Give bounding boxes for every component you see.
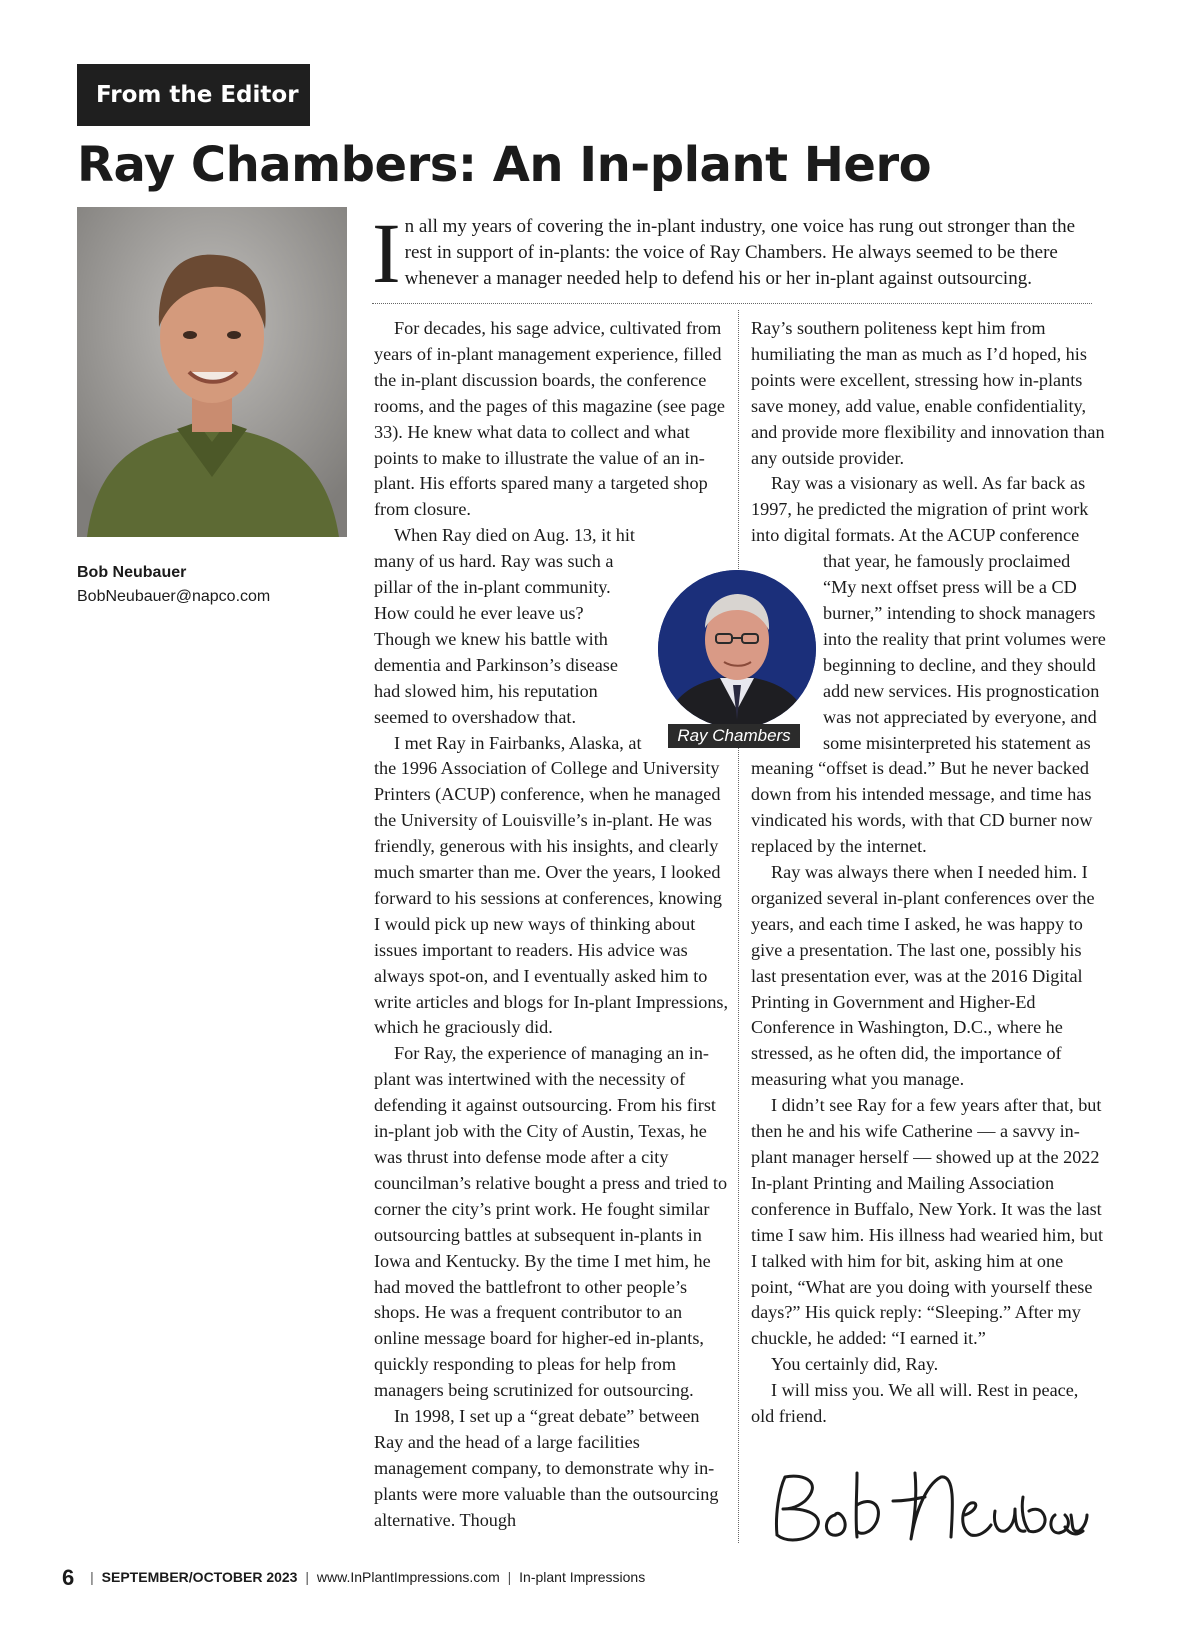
page-footer [62,1562,645,1592]
paragraph: Ray’s southern politeness kept him from humiliating the man as much as I’d hoped, his points were excellent, stressing how in-plants save money, add value, enable confidentiality, and provide more flexibility and innovation than any outside provider. [751,318,1105,468]
footer-separator: | [507,1569,512,1585]
paragraph: You certainly did, Ray. [771,1354,939,1375]
article-column-2 [751,316,1106,1430]
page-number: 6 [62,1565,75,1591]
paragraph: In 1998, I set up a “great debate” between Ray and the head of a large facilities management company, to demonstrate why in-plants were more valuable than the outsourcing alternative. Though [374,1406,719,1530]
author-email[interactable]: BobNeubauer@napco.com [77,588,271,605]
publication-name: In-plant Impressions [519,1569,646,1585]
ray-chambers-photo [658,570,816,728]
footer-separator: | [90,1569,94,1585]
editor-photo [77,207,347,537]
lede-text: n all my years of covering the in-plant industry, one voice has rung out stronger than the rest in support of in-plants: the voice of Ray Chambers. He always seemed to be there whenever a manager needed help to defend his or her in-plant against outsourcing. [404,216,1076,289]
photo-caption: Ray Chambers [668,724,800,748]
paragraph: For Ray, the experience of managing an in-plant was intertwined with the necessity of defending it against outsourcing. From his first in-plant job with the City of Austin, Texas, he was thrust into defense mode after a city councilman’s relative bought a press and tried to corner the city’s print work. He fought similar outsourcing battles at subsequent in-plants in Iowa and Kentucky. By the time I met him, he had moved the battlefront to other people’s shops. He was a frequent contributor to an online message board for higher-ed in-plants, quickly responding to pleas for help from managers being scrutinized for outsourcing. [374,1043,728,1401]
drop-cap: I [372,205,401,301]
author-name: Bob Neubauer [77,564,187,581]
horizontal-divider [372,303,1092,304]
paragraph: For decades, his sage advice, cultivated from years of in-plant management experience, filled the in-plant discussion boards, the conference rooms, and the pages of this magazine (see page 33). He knew what data to collect and what points to make to illustrate the value of an in-plant. His efforts spared many a targeted shop from closure. [374,318,725,520]
issue-date: SEPTEMBER/OCTOBER 2023 [101,1569,298,1585]
section-kicker: From the Editor [77,64,310,126]
footer-separator: | [305,1569,309,1585]
lede-paragraph [372,205,1092,301]
paragraph: I didn’t see Ray for a few years after that, but then he and his wife Catherine — a savvy in-plant manager herself — showed up at the 2022 In-plant Printing and Mailing Association conference in Buffalo, New York. It was the last time I saw him. His illness had wearied him, but I talked with him for bit, asking him at one point, “What are you doing with yourself these days?” His quick reply: “Sleeping.” After my chuckle, he added: “I earned it.” [751,1095,1104,1349]
column-divider [738,310,739,1543]
paragraph: When Ray died on Aug. 13, it hit many of us hard. Ray was such a pillar of the in-plant community. How could he ever leave us? Though we knew his battle with dementia and Parkinson’s disease had slowed him, his reputation seemed to overshadow that. [374,525,635,727]
page-title: Ray Chambers: An In-plant Hero [77,137,932,193]
website-link[interactable]: www.InPlantImpressions.com [316,1569,500,1585]
paragraph: I met Ray in Fairbanks, Alaska, at the 1996 Association of College and University Printers (ACUP) conference, when he managed the University of Louisville’s in-plant. He was friendly, generous with his insights, and clearly much smarter than me. Over the years, I looked forward to his sessions at conferences, knowing I would pick up new ways of thinking about issues important to readers. His advice was always spot-on, and I eventually asked him to write articles and blogs for In-plant Impressions, which he graciously did. [374,732,729,1038]
paragraph: Ray was a visionary as well. As far back as 1997, he predicted the migration of print work into digital formats. At the ACUP conference that year, he famously proclaimed “My next offset press will be a CD burner,” intending to shock managers into the reality that print volumes were beginning to decline, and they should add new services. His prognostication was not appreciated by everyone, and some misinterpreted his statement as meaning “offset is dead.” But he never backed down from his intended message, and time has vindicated his words, with that CD burner now replaced by the internet. [751,473,1106,857]
paragraph: I will miss you. We all will. Rest in peace, old friend. [751,1380,1079,1427]
paragraph: Ray was always there when I needed him. I organized several in-plant conferences over the years, and each time I asked, he was happy to give a presentation. The last one, possibly his last presentation ever, was at the 2016 Digital Printing in Government and Higher-Ed Conference in Washington, D.C., where he stressed, as he often did, the importance of measuring what you manage. [751,862,1095,1090]
signature-image [765,1465,1095,1560]
article-column-1 [374,316,729,1534]
